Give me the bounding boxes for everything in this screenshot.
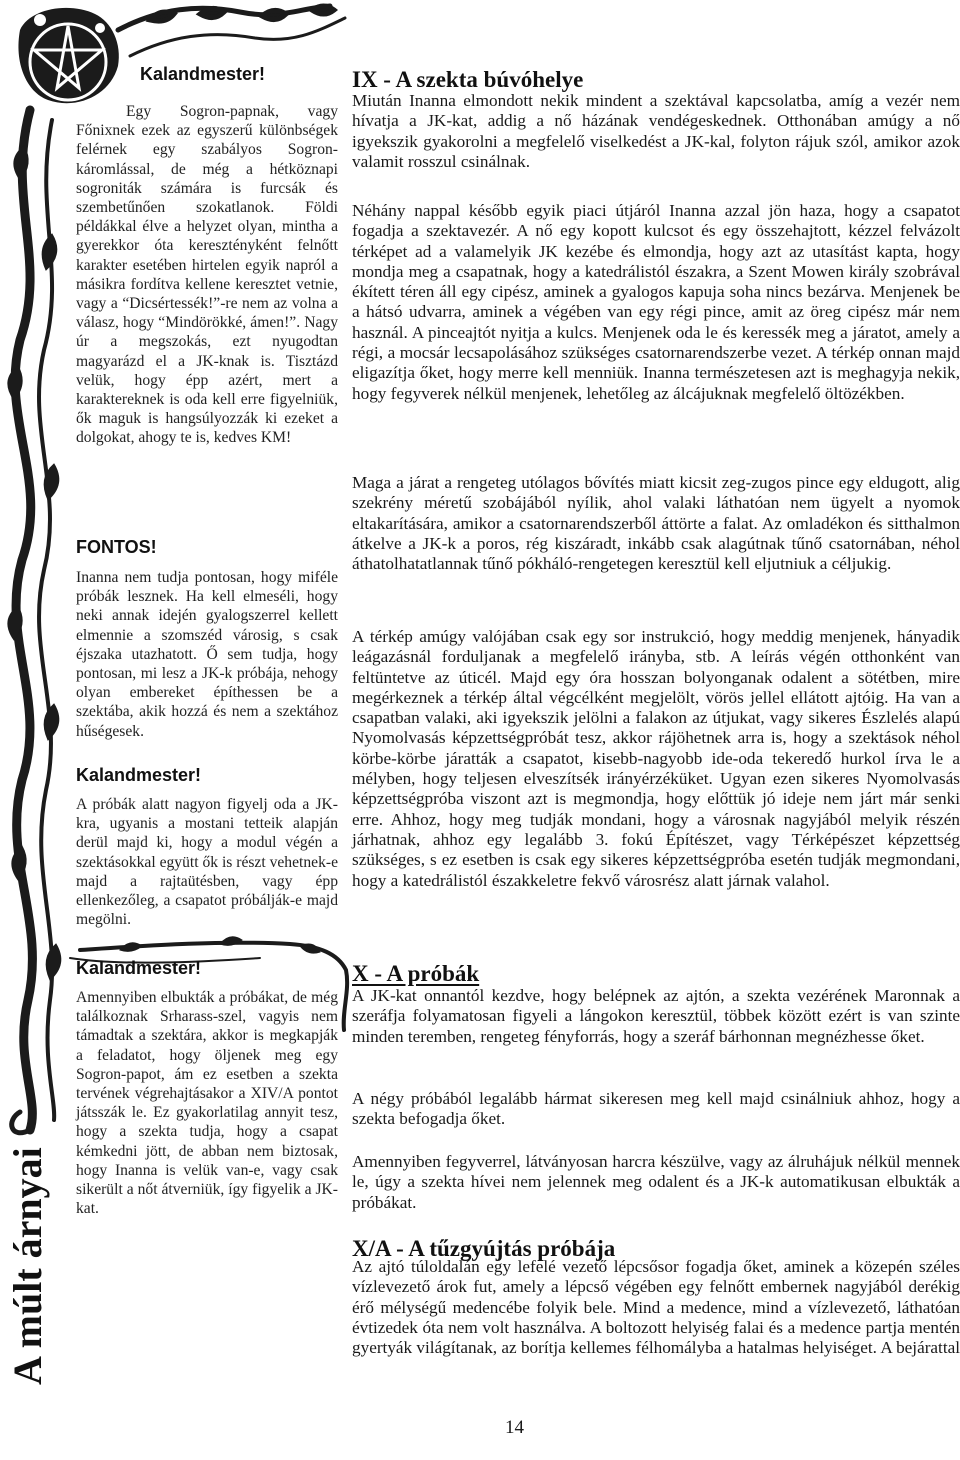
- sidebar-heading-kalandmester-2: Kalandmester!: [76, 765, 202, 785]
- sidebar-note-2: [76, 568, 338, 741]
- page-number: 14: [505, 1417, 524, 1438]
- body-text: Miután Inanna elmondott nekik mindent a szektával kapcsolatba, amíg a vezér nem hívatja a JK-kat, addig a nő házának vendégeskednek. Otthonában amúgy a nő igyekszik gyakorolni a megfelelő viselkedést a JK-kal, folyton rájuk szól, amikor azok valamit rosszul csinálnak.: [352, 91, 960, 171]
- section-x-paragraph-3: [352, 1152, 960, 1213]
- sidebar-paragraph-4: Amennyiben elbukták a próbákat, de még találkoznak Srharass-szel, vagyis nem támadtak a szektára, akkor is megkapják a feladatot, hogy öljenek meg egy Sogron-papot, ám ez esetben a szekta tervének végrehajtásakor a XIV/A pontot játsszák le. Ez gyakorlatilag annyit tesz, hogy a szekta tudja, hogy a csapat kémkedni jött, de abban nem biztosak, hogy Inanna is velük van-e, vagy csak sikerült a nőt átverniük, így figyelik a JK-kat.: [76, 989, 338, 1218]
- section-ix-paragraph-4: [352, 627, 960, 891]
- sidebar-heading-kalandmester-1: Kalandmester!: [140, 64, 266, 84]
- sidebar-note-4: [76, 988, 338, 1218]
- section-x-paragraph-1: [352, 986, 960, 1047]
- section-xa-paragraph-1: [352, 1257, 960, 1358]
- running-title: A múlt árnyai: [5, 1147, 50, 1385]
- body-text: A JK-kat onnantól kezdve, hogy belépnek az ajtón, a szekta vezérének Maronnak a szeráfja folyamatosan figyeli a lángokon keresztül, többek között ezért is van szinte minden teremben, rengeteg fényforrás, hogy a szeráf bárhonnan megnézhesse őket.: [352, 986, 960, 1046]
- sidebar-note-1: [76, 102, 338, 448]
- body-text: Maga a járat a rengeteg utólagos bővítés miatt kicsit zeg-zugos pince egy eldugott, alig szekrény méretű szobájából nyílik, ahol valaki láthatóan nem ügyelt a nyomok eltakarítására, amikor a csatornarendszerből áttörte a falat. Az omladékon és sitthalmon átkelve a JK-k a poros, rég kiszáradt, inkább csak alagútnak tűnő csatornában, néhol áthatolhatatlannak tűnő pókháló-rengetegen keresztül kell eljutniuk a céljukig.: [352, 473, 960, 574]
- body-text: Az ajtó túloldalán egy lefelé vezető lépcsősor fogadja őket, aminek a közepén széles vízlevezető árok fut, amely a lépcső végében egy felnőtt embernek nagyjából derékig érő mélységű medencébe folyik bele. Mind a medence, mind a vízlevezető, láthatóan évtizedek óta nem volt használva. A boltozott helyiség falai és a medence partja mentén gyertyák világítanak, az borítja kellemes félhomályba a hatalmas helyiséget. A bejárattal: [352, 1257, 960, 1358]
- section-ix-paragraph-2: [352, 201, 960, 404]
- section-ix-paragraph-1: [352, 91, 960, 172]
- sidebar-heading-fontos: FONTOS!: [76, 537, 157, 557]
- body-text: Néhány nappal később egyik piaci útjáról Inanna azzal jön haza, hogy a csapatot fogadja a szektavezér. A nő egy kopott kulcsot és egy összehajtott, kézzel felvázolt térképet ad a valamelyik JK kezébe és elmondja, hogy azt az utasítást kapta, hogy mondja meg a csapatnak, hogy a katedrálistól északra, a Szent Mowen király szobrával ékített téren áll egy cipész, aminek a gyalogos kapuja soha nincs bezárva. Menjenek be a hátsó udvarra, aminek a végében van egy régi pince, amit az öreg cipész már nem használ. A pinceajtót nyitja a kulcs. Menjenek oda le és keressék meg a járatot, amely a régi, a mocsár lecsapolásához szükséges csatornarendszerbe vezet. A térkép onnan majd eligazítja őket, hogy merre kell menniük. Inanna természetesen azt is meghagyja nekik, hogy fegyverek nélkül menjenek, lehetőleg az álcájuknak megfelelő öltözékben.: [352, 201, 960, 403]
- sidebar-paragraph-1: Egy Sogron-papnak, vagy Főnixnek ezek az egyszerű különbségek felérnek egy szabályos Sogron-káromlással, de még a hétköznapi sogroniták számára is furcsák és szembetűnően szokatlanok. Földi példákkal élve a helyzet olyan, mintha a gyerekkor óta keresztényként felnőtt karakter esetében hirtelen egyik napról a másikra fordítva kellene keresztet vetnie, vagy a “Dicsértessék!”-re nem az volna a válasz, hogy “Mindörökké, ámen!”. Nagy úr a megszokás, ezt nyugodtan magyarázd el a JK-knak is. Tisztázd velük, hogy épp azért, mert a karaktereknek is oda kell erre figyelniük, ők maguk is hangsúlyozzák ki ezeket a dolgokat, ahogy te is, kedves KM!: [76, 103, 338, 447]
- left-vine-ornament: [8, 110, 61, 1133]
- body-text: A négy próbából legalább hármat sikeresen meg kell majd csinálniuk ahhoz, hogy a szekta befogadja őket.: [352, 1089, 960, 1129]
- body-text: Amennyiben fegyverrel, látványosan harcra készülve, vagy az álruhájuk nélkül mennek le, úgy a szekta hívei nem jelennek meg odalent és a JK-k automatikusan elbukták a próbákat.: [352, 1152, 960, 1212]
- section-xa-title: X/A - A tűzgyújtás próbája: [352, 1236, 616, 1261]
- section-ix-paragraph-3: [352, 473, 960, 574]
- pentagram-emblem: [18, 8, 118, 103]
- sidebar-paragraph-3: A próbák alatt nagyon figyelj oda a JK-kra, ugyanis a mostani tetteik alapján derül majd ki, hogy a modul végén a szektásokkal együtt ők is részt vehetnek-e majd a rajtaütésben, vagy épp ellenkezőleg, a csapatot próbálják-e majd megölni.: [76, 796, 338, 929]
- sidebar-paragraph-2: Inanna nem tudja pontosan, hogy miféle próbák lesznek. Ha kell elmeséli, hogy neki annak idején gyalogszerrel kellett elmennie a szomszéd városig, s csak éjszaka utazhatott. Ő sem tudja, hogy pontosan, mi lesz a JK-k próbája, nehogy olyan embereket építhessen be a szektába, akik hozzá és nem a szektához hűségesek.: [76, 569, 338, 740]
- body-text: A térkép amúgy valójában csak egy sor instrukció, hogy meddig menjenek, hányadik leágazásnál forduljanak a megfelelő irányba, stb. A leírás végén otthonként van feltüntetve az úticél. Majd egy óra hosszan bolyonganak odalent a sötétben, mire megérkeznek a térkép által végcélként megjelölt, vörös jellel ellátott ajtóig. Ha van a csapatban valaki, aki igyekszik jelölni a falakon az útjukat, vagy sikeres Észlelés alapú Nyomolvasás képzettségpróbát tesz, akkor rájöhetnek arra is, hogy a szektások néhol körbe-körbe járatták a csapatot, kisebb-nagyobb ide-oda tekeredő hurkol írva le a mélyben, hogy teljesen elveszítsék irányérzéküket. Ugyan ezen sikeres Nyomolvasás képzettségpróba viszont azt is megmondja, hogy előttük jó ideje nem járt már senki erre. Ahhoz, hogy meg tudják mondani, hogy a városnak nagyjából melyik részén járhatnak, ahhoz egy legalább 3. fokú Építészet, vagy Térképészet képzettség szükséges, s ez esetben is csak egy sikeres képzettségpróba esetén tudják megmondani, hogy a katedrálistól északkeletre fekvő városrész alatt járnak valahol.: [352, 627, 960, 890]
- top-vine-ornament: [118, 6, 345, 56]
- sidebar-note-3: [76, 795, 338, 929]
- section-x-title: X - A próbák: [352, 961, 480, 986]
- sidebar-heading-kalandmester-3: Kalandmester!: [76, 958, 202, 978]
- section-ix-title: IX - A szekta búvóhelye: [352, 67, 584, 92]
- section-x-paragraph-2: [352, 1089, 960, 1130]
